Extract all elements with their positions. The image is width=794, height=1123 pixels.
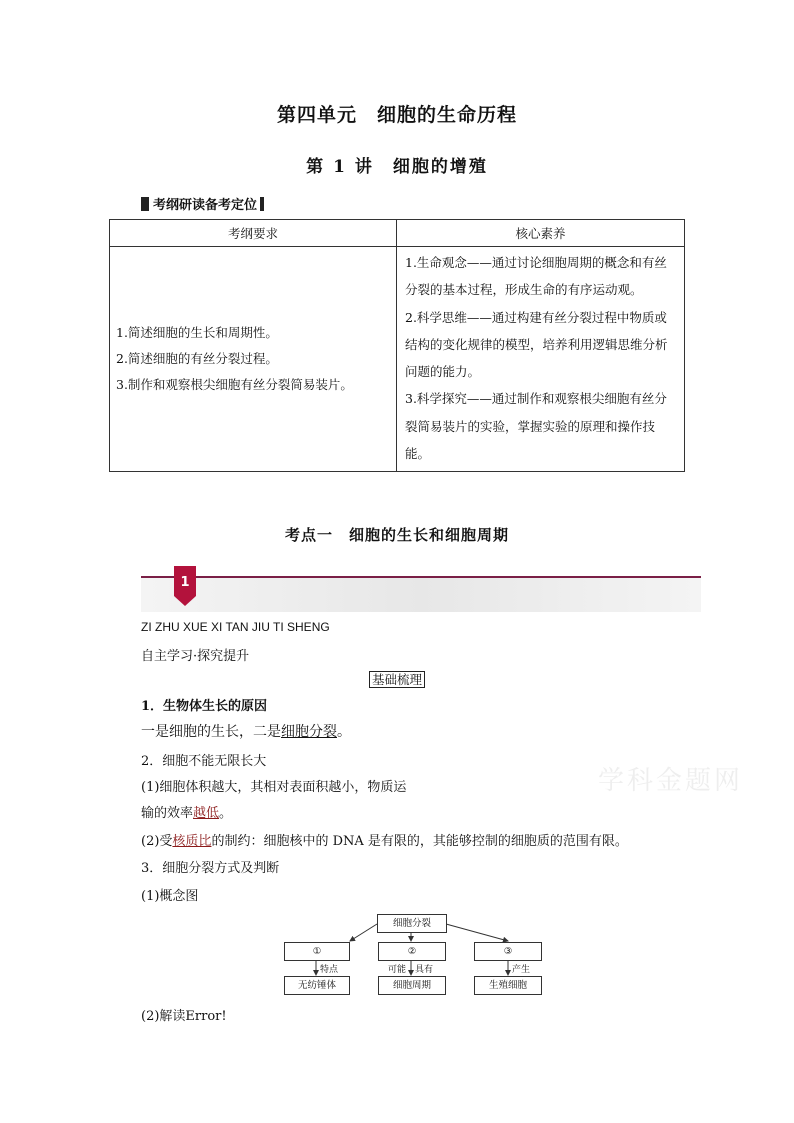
heading-limit: 2．细胞不能无限长大 (141, 754, 267, 769)
heading-division: 3．细胞分裂方式及判断 (141, 861, 280, 876)
diagram-bottom-box: 无纺锤体 (284, 976, 350, 995)
answer-blank: 越低 (193, 806, 220, 821)
answer-blank: 核质比 (172, 834, 212, 849)
requirement-item: 3.制作和观察根尖细胞有丝分裂简易装片。 (116, 377, 353, 393)
sub-heading: 自主学习·探究提升 (141, 649, 250, 664)
unit-title: 第四单元 细胞的生命历程 (276, 104, 517, 126)
paragraph-growth (141, 721, 351, 741)
paragraph-limit-1: (1)细胞体积越大，其相对表面积越小，物质运 (141, 780, 407, 795)
diagram-label: 具有 (415, 965, 434, 975)
watermark: 学科金题网 (598, 766, 744, 796)
diagram-mid-box: ① (284, 942, 350, 961)
concept-map-label: (1)概念图 (141, 889, 199, 904)
section-label (141, 194, 264, 213)
lecture-title: 第 1 讲 细胞的增殖 (306, 157, 488, 177)
answer-blank: 细胞分裂 (281, 724, 337, 740)
boxed-heading-text: 基础梳理 (369, 671, 425, 688)
literacy-cell (397, 247, 685, 472)
badge-number: 1 (180, 575, 190, 590)
text-segment: 输的效率 (141, 806, 194, 821)
requirements-table (109, 219, 685, 472)
interpretation-label: (2)解读Error! (141, 1009, 227, 1024)
text-segment: 一是细胞的生长，二是 (141, 724, 281, 740)
diagram-label: 可能 (388, 965, 407, 975)
section-label-text: 考纲研读备考定位 (153, 198, 258, 213)
literacy-item: 1.生命观念——通过讨论细胞周期的概念和有丝分裂的基本过程，形成生命的有序运动观。 (405, 255, 667, 298)
paragraph-limit-2 (141, 802, 232, 821)
diagram-label: 特点 (320, 965, 339, 975)
requirement-item: 2.简述细胞的有丝分裂过程。 (116, 351, 278, 367)
boxed-heading (0, 670, 794, 688)
diagram-label: 产生 (512, 965, 531, 975)
table-header-left: 考纲要求 (110, 220, 397, 247)
diagram-mid-box: ③ (474, 942, 542, 961)
heading-growth: 1．生物体生长的原因 (141, 699, 268, 714)
text-segment: 的制约：细胞核中的 DNA 是有限的，其能够控制的细胞质的范围有限。 (211, 834, 628, 849)
diagram-bottom-box: 生殖细胞 (474, 976, 542, 995)
table-header-right: 核心素养 (397, 220, 685, 247)
section-banner (141, 566, 701, 612)
literacy-item: 3.科学探究——通过制作和观察根尖细胞有丝分裂简易装片的实验，掌握实验的原理和操作技能。 (405, 391, 667, 462)
literacy-item: 2.科学思维——通过构建有丝分裂过程中物质或结构的变化规律的模型，培养利用逻辑思维分析问题的能力。 (405, 309, 668, 380)
diagram-bottom-box: 细胞周期 (378, 976, 446, 995)
banner-line (141, 576, 701, 578)
diagram-mid-box: ② (378, 942, 446, 961)
concept-diagram (280, 912, 550, 998)
text-segment: 。 (219, 806, 233, 821)
banner-shade (141, 576, 701, 612)
paragraph-ratio (141, 830, 628, 849)
section-end-mark-icon (260, 197, 264, 211)
text-segment: (2)受 (141, 834, 173, 849)
section-mark-icon (141, 197, 149, 211)
requirement-item: 1.简述细胞的生长和周期性。 (116, 325, 278, 341)
pinyin-heading: ZI ZHU XUE XI TAN JIU TI SHENG (141, 620, 330, 634)
text-segment: 。 (337, 724, 351, 740)
key-point-title: 考点一 细胞的生长和细胞周期 (284, 526, 509, 544)
bookmark-badge-icon (174, 566, 196, 606)
requirements-cell (110, 247, 397, 472)
diagram-top-box: 细胞分裂 (377, 914, 447, 933)
